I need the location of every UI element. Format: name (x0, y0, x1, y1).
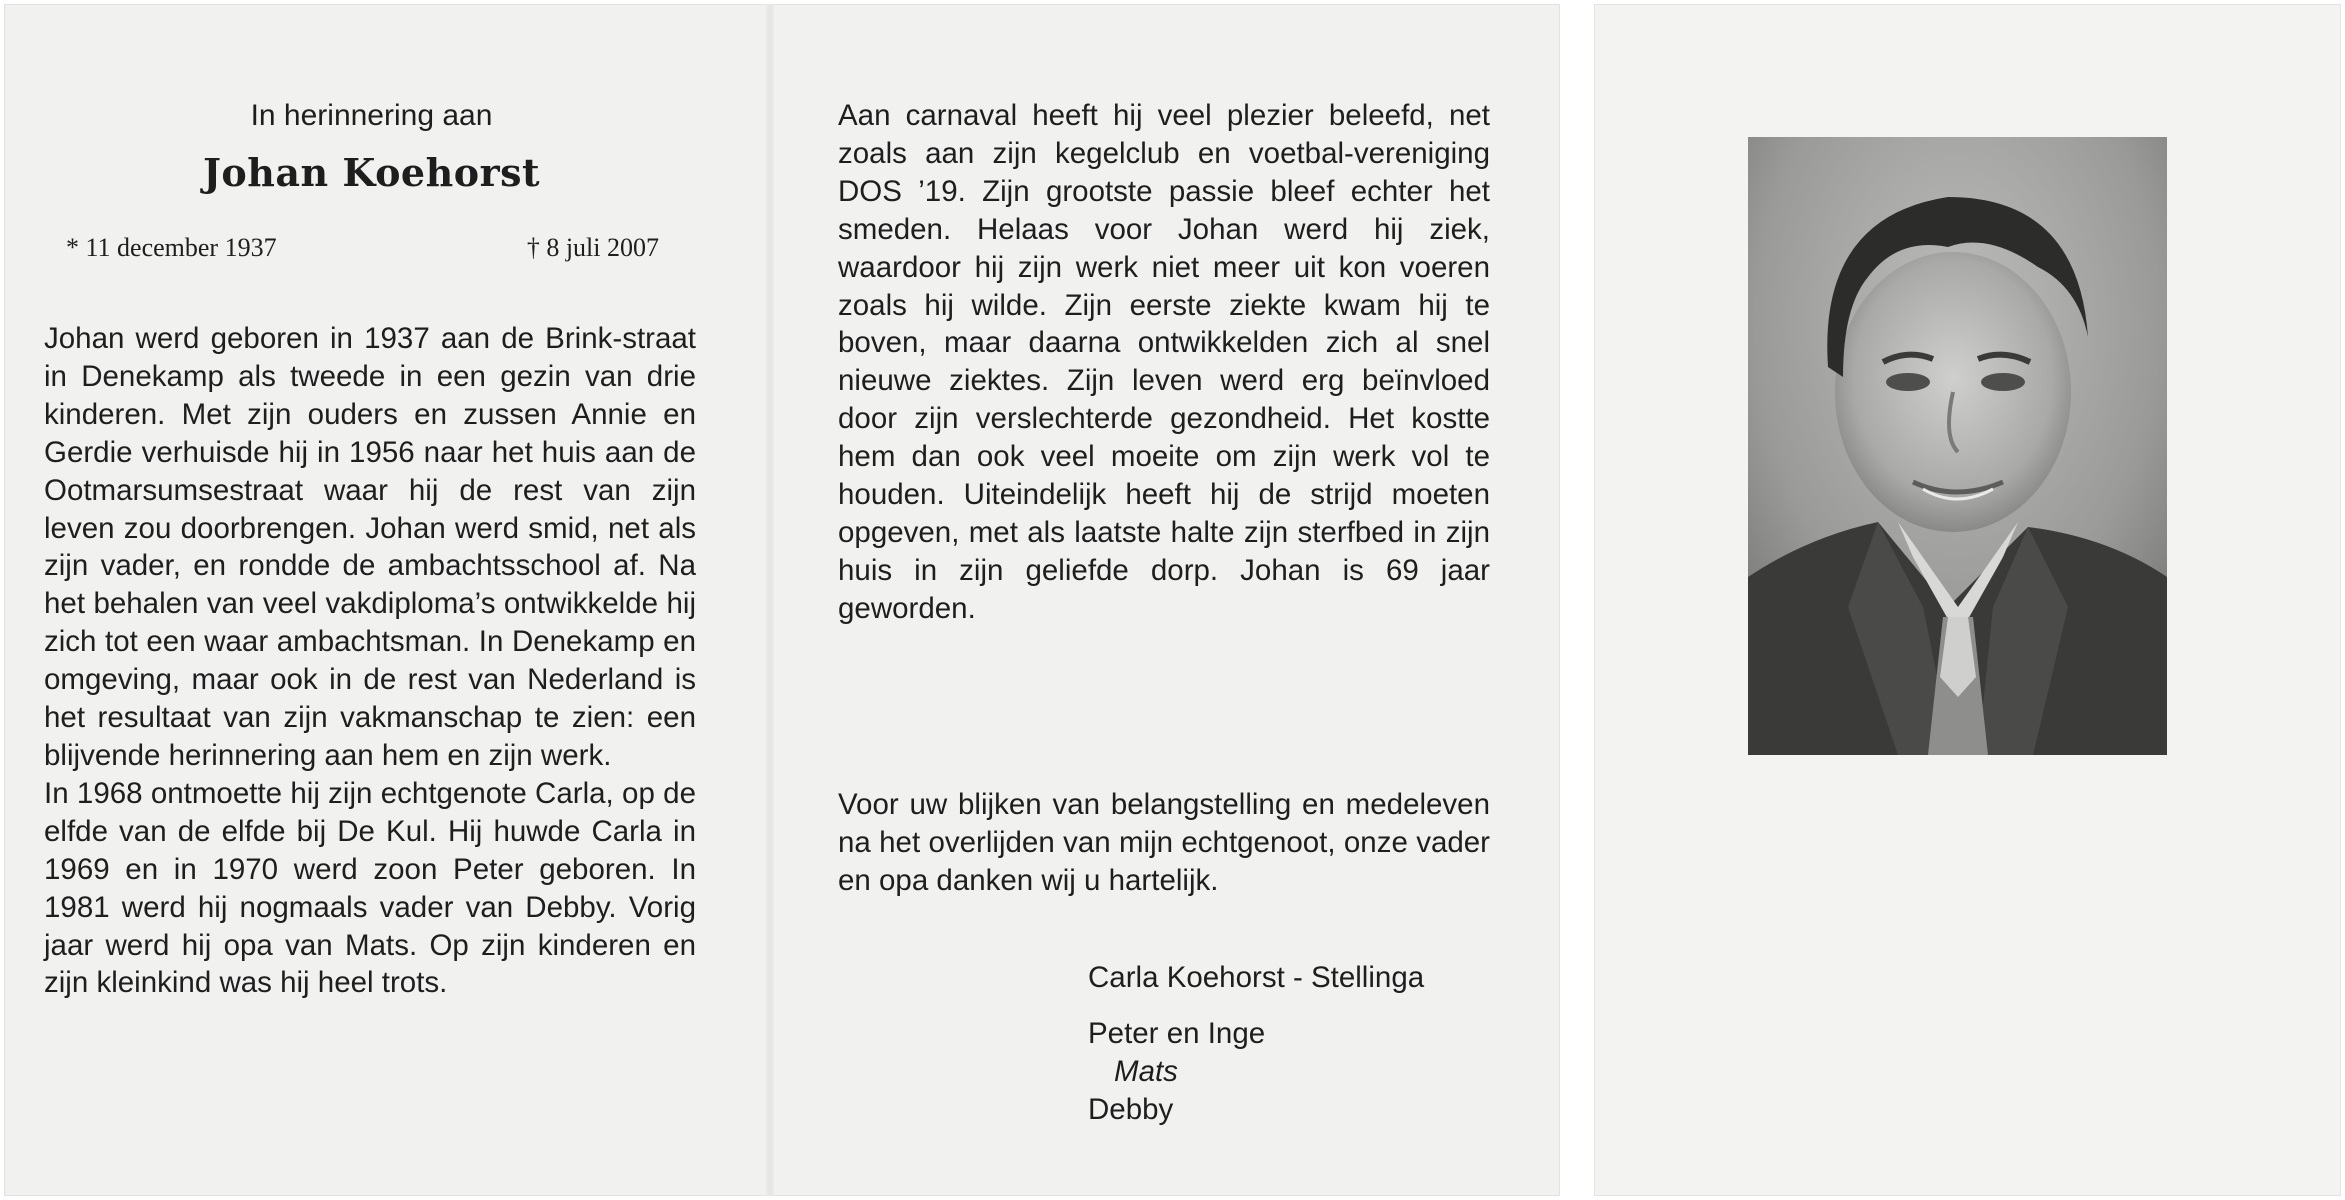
card-fold (766, 4, 774, 1196)
signature-son: Peter en Inge (1088, 1017, 1266, 1050)
biography-paragraph: In 1968 ontmoette hij zijn echtgenote Carla, op de elfde van de elfde bij De Kul. Hij huwde Carla in 1969 en in 1970 werd zoon Peter geboren. In 1981 werd hij nogmaals vader van Debby. Vorig jaar werd hij opa van Mats. Op zijn kinderen en zijn kleinkind was hij heel trots. (44, 776, 696, 1000)
deceased-name: Johan Koehorst (202, 150, 541, 195)
biography-paragraph: Aan carnaval heeft hij veel plezier beleefd, net zoals aan zijn kegelclub en voetbal-vereniging DOS ’19. Zijn grootste passie bleef echter het smeden. Helaas voor Johan werd hij ziek, waardoor hij zijn werk niet meer uit kon voeren zoals hij wilde. Zijn eerste ziekte kwam hij te boven, maar daarna ontwikkelden zich al snel nieuwe ziektes. Zijn leven werd erg beïnvloed door zijn verslechterde gezondheid. Het kostte hem dan ook veel moeite om zijn werk vol te houden. Uiteindelijk heeft hij de strijd moeten opgeven, met als laatste halte zijn sterfbed in zijn huis in zijn geliefde dorp. Johan is 69 jaar geworden. (838, 99, 1490, 625)
birth-date: * 11 december 1937 (66, 233, 277, 262)
biography-left (44, 320, 696, 1002)
signature-grandchild: Mats (1114, 1055, 1178, 1088)
memorial-card-inside (4, 4, 1560, 1196)
signatures (1088, 959, 1424, 1129)
death-date: † 8 juli 2007 (526, 233, 659, 262)
thanks-text (838, 786, 1490, 900)
intro-text: In herinnering aan (250, 99, 493, 132)
biography-paragraph: Johan werd geboren in 1937 aan de Brink-straat in Denekamp als tweede in een gezin van drie kinderen. Met zijn ouders en zussen Annie en Gerdie verhuisde hij in 1956 naar het huis aan de Ootmarsumsestraat waar hij de rest van zijn leven zou doorbrengen. Johan werd smid, net als zijn vader, en rondde de ambachtsschool af. Na het behalen van veel vakdiploma’s ontwikkelde hij zich tot een waar ambachtsman. In Denekamp en omgeving, maar ook in de rest van Nederland is het resultaat van zijn vakmanschap te zien: een blijvende herinnering aan hem en zijn werk. (44, 322, 696, 772)
biography-middle (838, 97, 1490, 628)
portrait-image (1748, 137, 2167, 755)
signature-daughter: Debby (1088, 1093, 1174, 1126)
portrait-photo (1748, 137, 2167, 755)
thanks-paragraph: Voor uw blijken van belangstelling en medeleven na het overlijden van mijn echtgenoot, onze vader en opa danken wij u hartelijk. (838, 788, 1490, 897)
signature-widow: Carla Koehorst - Stellinga (1088, 961, 1425, 994)
